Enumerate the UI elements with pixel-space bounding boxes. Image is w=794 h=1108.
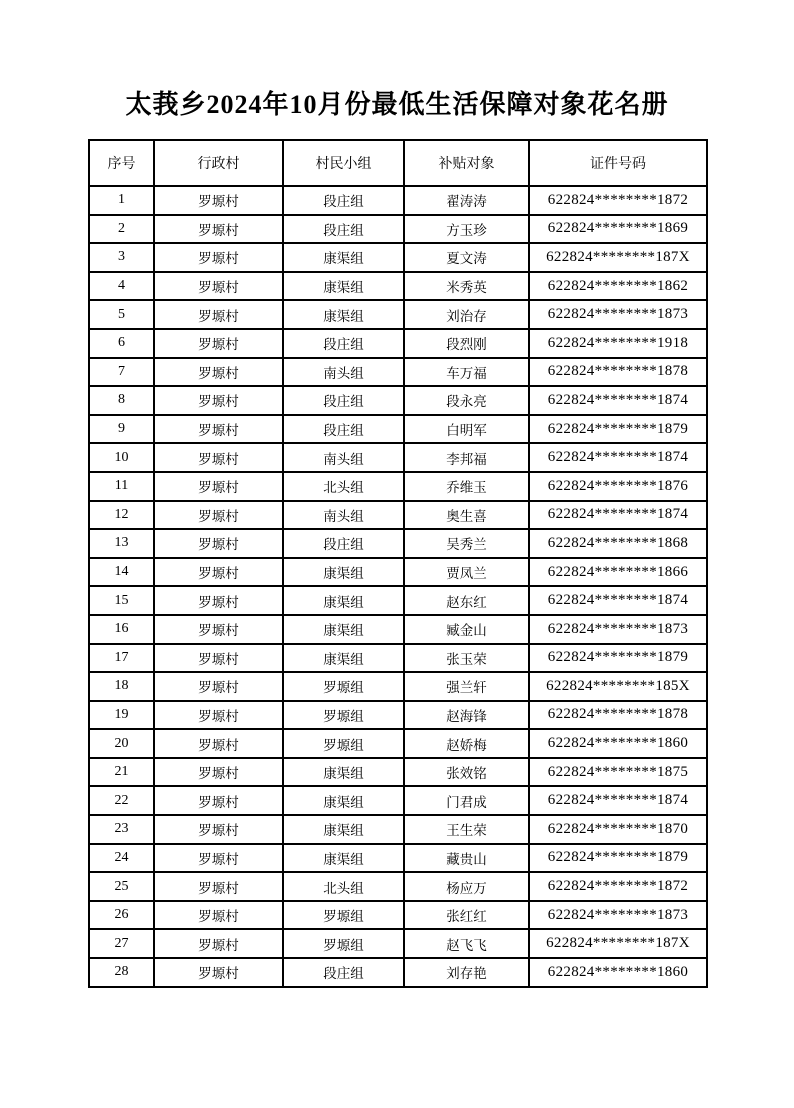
cell-index: 9	[89, 415, 154, 444]
cell-group: 南头组	[283, 358, 404, 387]
table-row	[89, 644, 707, 673]
cell-group: 段庄组	[283, 958, 404, 987]
cell-id-number: 622824********1876	[529, 472, 707, 501]
table-row	[89, 501, 707, 530]
cell-group: 康渠组	[283, 300, 404, 329]
cell-recipient: 李邦福	[404, 443, 529, 472]
cell-recipient: 刘存艳	[404, 958, 529, 987]
table-row	[89, 786, 707, 815]
cell-village: 罗塬村	[154, 815, 283, 844]
cell-index: 10	[89, 443, 154, 472]
cell-recipient: 贾凤兰	[404, 558, 529, 587]
cell-village: 罗塬村	[154, 386, 283, 415]
cell-group: 康渠组	[283, 272, 404, 301]
cell-index: 13	[89, 529, 154, 558]
cell-village: 罗塬村	[154, 958, 283, 987]
cell-id-number: 622824********1873	[529, 901, 707, 930]
cell-group: 罗塬组	[283, 672, 404, 701]
cell-id-number: 622824********187X	[529, 929, 707, 958]
cell-id-number: 622824********1873	[529, 300, 707, 329]
cell-group: 段庄组	[283, 415, 404, 444]
cell-recipient: 赵娇梅	[404, 729, 529, 758]
cell-id-number: 622824********1874	[529, 443, 707, 472]
cell-index: 19	[89, 701, 154, 730]
cell-recipient: 吴秀兰	[404, 529, 529, 558]
cell-recipient: 刘治存	[404, 300, 529, 329]
cell-recipient: 奥生喜	[404, 501, 529, 530]
cell-index: 14	[89, 558, 154, 587]
cell-village: 罗塬村	[154, 501, 283, 530]
cell-recipient: 臧金山	[404, 615, 529, 644]
cell-recipient: 乔维玉	[404, 472, 529, 501]
cell-group: 段庄组	[283, 329, 404, 358]
cell-id-number: 622824********1869	[529, 215, 707, 244]
cell-index: 4	[89, 272, 154, 301]
column-header-cell-group: 村民小组	[283, 140, 404, 186]
cell-village: 罗塬村	[154, 672, 283, 701]
table-row	[89, 272, 707, 301]
cell-group: 康渠组	[283, 786, 404, 815]
table-row	[89, 672, 707, 701]
cell-village: 罗塬村	[154, 243, 283, 272]
cell-recipient: 米秀英	[404, 272, 529, 301]
cell-village: 罗塬村	[154, 215, 283, 244]
cell-index: 16	[89, 615, 154, 644]
table-row	[89, 929, 707, 958]
cell-village: 罗塬村	[154, 615, 283, 644]
cell-id-number: 622824********1873	[529, 615, 707, 644]
cell-village: 罗塬村	[154, 415, 283, 444]
table-row	[89, 958, 707, 987]
table-row	[89, 329, 707, 358]
cell-index: 15	[89, 586, 154, 615]
cell-group: 康渠组	[283, 586, 404, 615]
cell-group: 南头组	[283, 443, 404, 472]
header-row	[89, 140, 707, 186]
table-row	[89, 443, 707, 472]
cell-recipient: 段烈刚	[404, 329, 529, 358]
cell-recipient: 白明军	[404, 415, 529, 444]
cell-recipient: 赵海锋	[404, 701, 529, 730]
cell-id-number: 622824********1874	[529, 386, 707, 415]
cell-id-number: 622824********1874	[529, 501, 707, 530]
cell-id-number: 622824********1878	[529, 701, 707, 730]
cell-id-number: 622824********1874	[529, 586, 707, 615]
cell-id-number: 622824********1918	[529, 329, 707, 358]
cell-group: 康渠组	[283, 558, 404, 587]
cell-id-number: 622824********1860	[529, 958, 707, 987]
cell-index: 26	[89, 901, 154, 930]
cell-group: 康渠组	[283, 243, 404, 272]
table-row	[89, 215, 707, 244]
cell-village: 罗塬村	[154, 586, 283, 615]
cell-index: 3	[89, 243, 154, 272]
cell-index: 21	[89, 758, 154, 787]
cell-index: 2	[89, 215, 154, 244]
cell-id-number: 622824********1875	[529, 758, 707, 787]
cell-recipient: 车万福	[404, 358, 529, 387]
cell-village: 罗塬村	[154, 644, 283, 673]
cell-id-number: 622824********1860	[529, 729, 707, 758]
cell-group: 罗塬组	[283, 729, 404, 758]
column-header-cell-id-number: 证件号码	[529, 140, 707, 186]
table-row	[89, 758, 707, 787]
cell-group: 南头组	[283, 501, 404, 530]
cell-village: 罗塬村	[154, 758, 283, 787]
cell-recipient: 张红红	[404, 901, 529, 930]
cell-village: 罗塬村	[154, 929, 283, 958]
cell-recipient: 赵飞飞	[404, 929, 529, 958]
cell-id-number: 622824********187X	[529, 243, 707, 272]
cell-village: 罗塬村	[154, 558, 283, 587]
cell-group: 北头组	[283, 472, 404, 501]
cell-index: 17	[89, 644, 154, 673]
cell-recipient: 强兰轩	[404, 672, 529, 701]
page-title: 太莪乡2024年10月份最低生活保障对象花名册	[125, 90, 669, 119]
cell-village: 罗塬村	[154, 901, 283, 930]
cell-recipient: 王生荣	[404, 815, 529, 844]
cell-group: 段庄组	[283, 386, 404, 415]
table-row	[89, 386, 707, 415]
cell-id-number: 622824********1862	[529, 272, 707, 301]
table-row	[89, 615, 707, 644]
cell-village: 罗塬村	[154, 443, 283, 472]
cell-village: 罗塬村	[154, 358, 283, 387]
cell-village: 罗塬村	[154, 329, 283, 358]
table-row	[89, 701, 707, 730]
cell-id-number: 622824********1879	[529, 844, 707, 873]
table-row	[89, 586, 707, 615]
cell-recipient: 张玉荣	[404, 644, 529, 673]
cell-index: 11	[89, 472, 154, 501]
cell-group: 康渠组	[283, 758, 404, 787]
cell-village: 罗塬村	[154, 272, 283, 301]
table-row	[89, 558, 707, 587]
cell-group: 康渠组	[283, 644, 404, 673]
cell-recipient: 翟涛涛	[404, 186, 529, 215]
cell-id-number: 622824********1866	[529, 558, 707, 587]
table-row	[89, 358, 707, 387]
table-row	[89, 529, 707, 558]
cell-index: 25	[89, 872, 154, 901]
table-row	[89, 243, 707, 272]
cell-id-number: 622824********1872	[529, 872, 707, 901]
cell-index: 5	[89, 300, 154, 329]
cell-recipient: 杨应万	[404, 872, 529, 901]
cell-village: 罗塬村	[154, 529, 283, 558]
column-header-cell-village: 行政村	[154, 140, 283, 186]
cell-id-number: 622824********1879	[529, 644, 707, 673]
cell-index: 20	[89, 729, 154, 758]
cell-index: 12	[89, 501, 154, 530]
cell-recipient: 方玉珍	[404, 215, 529, 244]
cell-village: 罗塬村	[154, 729, 283, 758]
table-body	[89, 186, 707, 987]
table-row	[89, 415, 707, 444]
cell-village: 罗塬村	[154, 701, 283, 730]
cell-id-number: 622824********1872	[529, 186, 707, 215]
table-row	[89, 186, 707, 215]
cell-id-number: 622824********1874	[529, 786, 707, 815]
table-row	[89, 300, 707, 329]
cell-village: 罗塬村	[154, 300, 283, 329]
cell-id-number: 622824********1870	[529, 815, 707, 844]
cell-group: 段庄组	[283, 186, 404, 215]
roster-table	[88, 139, 708, 988]
cell-group: 罗塬组	[283, 701, 404, 730]
cell-recipient: 夏文涛	[404, 243, 529, 272]
cell-group: 段庄组	[283, 529, 404, 558]
cell-index: 24	[89, 844, 154, 873]
table-row	[89, 901, 707, 930]
cell-village: 罗塬村	[154, 844, 283, 873]
cell-id-number: 622824********1879	[529, 415, 707, 444]
cell-group: 段庄组	[283, 215, 404, 244]
roster-table-container	[88, 139, 708, 988]
table-row	[89, 815, 707, 844]
cell-index: 6	[89, 329, 154, 358]
cell-index: 1	[89, 186, 154, 215]
cell-recipient: 段永亮	[404, 386, 529, 415]
cell-index: 23	[89, 815, 154, 844]
cell-recipient: 赵东红	[404, 586, 529, 615]
cell-index: 7	[89, 358, 154, 387]
cell-village: 罗塬村	[154, 872, 283, 901]
cell-village: 罗塬村	[154, 186, 283, 215]
cell-village: 罗塬村	[154, 786, 283, 815]
cell-group: 北头组	[283, 872, 404, 901]
cell-index: 28	[89, 958, 154, 987]
table-row	[89, 844, 707, 873]
cell-recipient: 张效铭	[404, 758, 529, 787]
table-row	[89, 472, 707, 501]
cell-index: 8	[89, 386, 154, 415]
cell-recipient: 门君成	[404, 786, 529, 815]
cell-village: 罗塬村	[154, 472, 283, 501]
cell-recipient: 藏贵山	[404, 844, 529, 873]
cell-index: 27	[89, 929, 154, 958]
column-header-cell-recipient: 补贴对象	[404, 140, 529, 186]
table-row	[89, 872, 707, 901]
column-header-cell-index: 序号	[89, 140, 154, 186]
cell-index: 22	[89, 786, 154, 815]
cell-group: 罗塬组	[283, 901, 404, 930]
cell-index: 18	[89, 672, 154, 701]
cell-group: 康渠组	[283, 844, 404, 873]
cell-group: 康渠组	[283, 815, 404, 844]
cell-group: 罗塬组	[283, 929, 404, 958]
cell-id-number: 622824********185X	[529, 672, 707, 701]
cell-group: 康渠组	[283, 615, 404, 644]
cell-id-number: 622824********1868	[529, 529, 707, 558]
cell-id-number: 622824********1878	[529, 358, 707, 387]
table-row	[89, 729, 707, 758]
